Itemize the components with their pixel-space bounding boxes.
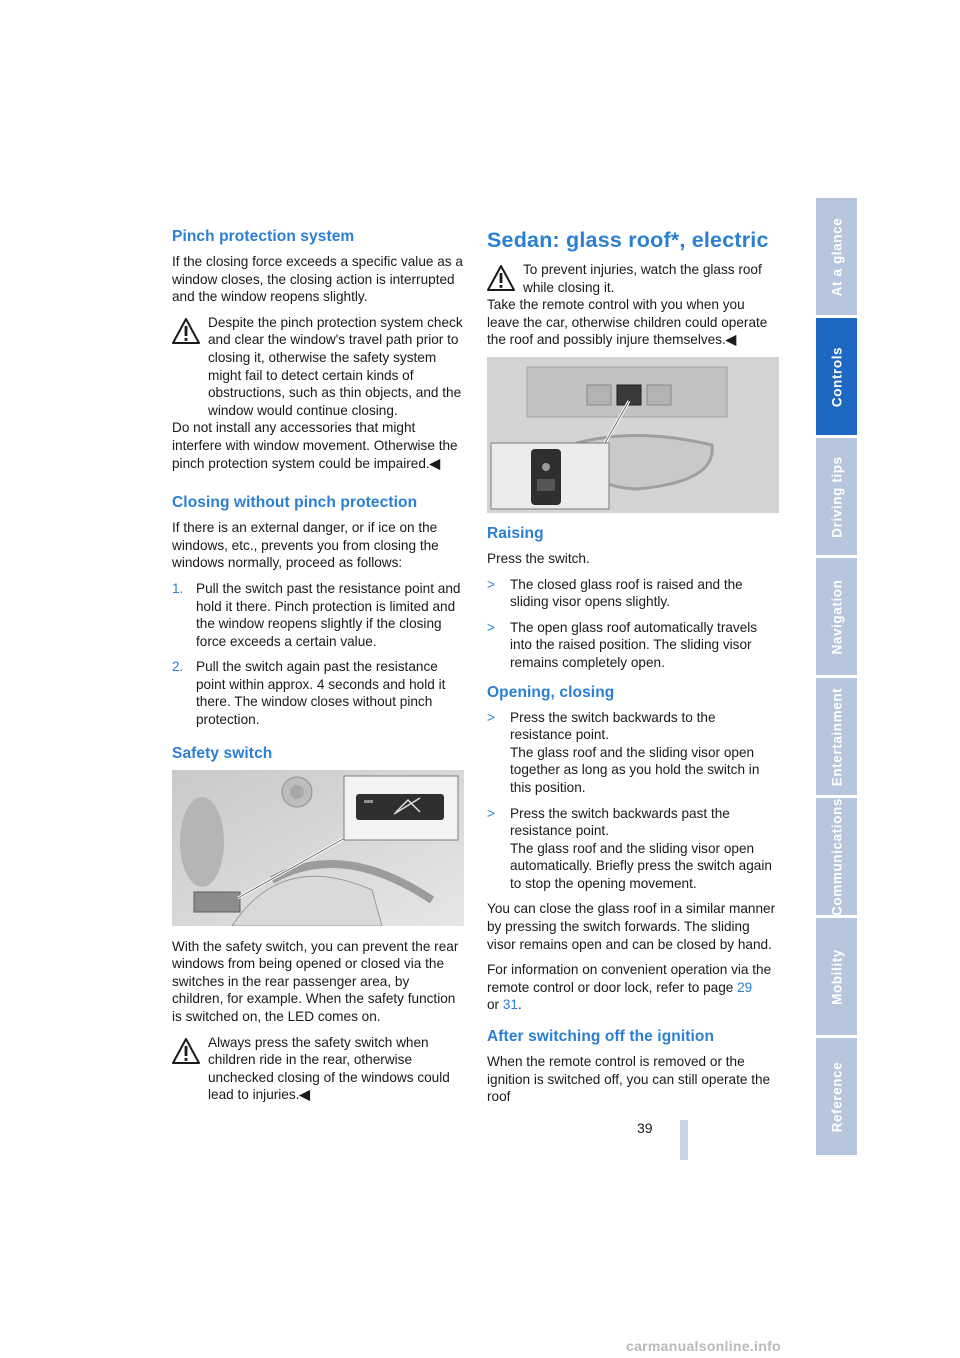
page-link-31[interactable]: 31 xyxy=(502,997,518,1013)
close-roof-paragraph: You can close the glass roof in a similar manner by pressing the switch forwards. The sliding visor remains open and can be closed by hand. xyxy=(487,901,776,952)
bullet-marker: > xyxy=(487,619,495,635)
tab-label: Entertainment xyxy=(829,687,844,786)
after-ignition-paragraph: When the remote control is removed or the ignition is switched off, you can still operate the roof xyxy=(487,1054,771,1105)
bullet-marker: > xyxy=(487,709,495,725)
glass-roof-illustration xyxy=(487,357,779,513)
tab-mobility[interactable] xyxy=(816,918,857,1035)
warning-triangle-icon xyxy=(172,1038,200,1064)
end-mark: ◀ xyxy=(429,455,441,471)
list-item-text: The closed glass roof is raised and the sliding visor opens slightly. xyxy=(510,576,743,610)
roof-warning-text-2: Take the remote control with you when you leave the car, otherwise children could operate the roof and possibly injure themselves. xyxy=(487,297,768,348)
tab-label: Driving tips xyxy=(829,455,844,538)
glass-roof-heading: Sedan: glass roof*, electric xyxy=(487,228,769,252)
opening-list xyxy=(487,709,779,893)
info-or: or xyxy=(487,997,503,1013)
list-item xyxy=(172,580,464,650)
after-ignition-heading: After switching off the ignition xyxy=(487,1028,715,1046)
closing-paragraph: If there is an external danger, or if ice on the windows, etc., prevents you from closing the windows normally, proceed as follows: xyxy=(172,520,439,571)
roof-warning xyxy=(487,261,779,349)
watermark: carmanualsonline.info xyxy=(626,1338,781,1354)
list-item xyxy=(487,805,779,893)
safety-switch-heading: Safety switch xyxy=(172,744,273,762)
list-item xyxy=(172,658,464,728)
list-item-text: Press the switch backwards past the resistance point. xyxy=(510,805,730,839)
opening-closing-heading: Opening, closing xyxy=(487,683,615,701)
safety-warning-text: Always press the safety switch when children ride in the rear, otherwise unchecked closing of the windows could lead to injuries. xyxy=(208,1034,450,1103)
bullet-marker: > xyxy=(487,576,495,592)
warning-triangle-icon xyxy=(487,265,515,291)
pinch-warning-text-1: Despite the pinch protection system check and clear the window's travel path prior to closing it, otherwise the safety system might fail to detect certain kinds of obstructions, such as thin objects, and the window would continue closing. xyxy=(208,314,463,418)
list-item xyxy=(487,709,779,797)
list-item-text: The open glass roof automatically travels into the raised position. The sliding visor remains completely open. xyxy=(510,619,758,670)
left-column xyxy=(172,228,464,1112)
info-text: For information on convenient operation via the remote control or door lock, refer to page xyxy=(487,962,772,995)
roof-warning-text-1: To prevent injuries, watch the glass roof while closing it. xyxy=(523,262,762,295)
end-mark: ◀ xyxy=(725,332,737,348)
safety-switch-paragraph: With the safety switch, you can prevent the rear windows from being opened or closed via the switches in the rear passenger area, by children, for example. When the safety function is switched on, the LED comes on. xyxy=(172,938,459,1025)
info-end: . xyxy=(518,997,522,1013)
tab-label: Communications xyxy=(829,797,844,916)
tab-reference[interactable] xyxy=(816,1038,857,1155)
pinch-protection-heading: Pinch protection system xyxy=(172,228,355,245)
list-item-detail: The glass roof and the sliding visor open together as long as you hold the switch in this position. xyxy=(510,744,760,795)
tab-label: Reference xyxy=(829,1061,844,1132)
chapter-tabs xyxy=(816,198,857,1158)
list-item-detail: The glass roof and the sliding visor open automatically. Briefly press the switch again to stop the opening movement. xyxy=(510,840,772,891)
list-item xyxy=(487,619,779,672)
right-column xyxy=(487,228,779,1114)
pinch-warning-text-2: Do not install any accessories that might interfere with window movement. Otherwise the pinch protection system could be impaired. xyxy=(172,420,458,471)
pinch-warning xyxy=(172,314,464,472)
glass-roof-switch-image xyxy=(487,357,779,513)
tab-label: Mobility xyxy=(829,948,844,1005)
safety-switch-illustration xyxy=(172,770,464,926)
safety-warning xyxy=(172,1034,464,1104)
tab-label: At a glance xyxy=(829,217,844,296)
end-mark: ◀ xyxy=(299,1087,310,1103)
step-text: Pull the switch past the resistance point and hold it there. Pinch protection is limited and the window reopens slightly if the closing force exceeds a certain value. xyxy=(196,580,461,649)
page-number: 39 xyxy=(637,1120,653,1136)
step-text: Pull the switch again past the resistance point within approx. 4 seconds and hold it there. The window closes without pinch protection. xyxy=(196,659,446,728)
roof-warning-continuation xyxy=(487,296,779,349)
tab-entertainment[interactable] xyxy=(816,678,857,795)
pinch-protection-paragraph: If the closing force exceeds a specific value as a window closes, the closing action is interrupted and the window reopens slightly. xyxy=(172,254,463,305)
page-link-29[interactable]: 29 xyxy=(737,979,753,995)
tab-navigation[interactable] xyxy=(816,558,857,675)
bullet-marker: > xyxy=(487,805,495,821)
safety-switch-image xyxy=(172,770,464,926)
pinch-warning-continuation xyxy=(172,419,464,472)
tab-label: Controls xyxy=(829,346,844,407)
warning-triangle-icon xyxy=(172,318,200,344)
raising-list xyxy=(487,576,779,672)
tab-at-a-glance[interactable] xyxy=(816,198,857,315)
step-number: 2. xyxy=(172,659,184,675)
tab-controls[interactable] xyxy=(816,318,857,435)
list-item-text: Press the switch backwards to the resistance point. xyxy=(510,709,716,743)
tab-label: Navigation xyxy=(829,578,844,655)
list-item xyxy=(487,576,779,611)
tab-communications[interactable] xyxy=(816,798,857,915)
tab-driving-tips[interactable] xyxy=(816,438,857,555)
closing-without-pinch-heading: Closing without pinch protection xyxy=(172,494,418,512)
page-number-bar xyxy=(680,1120,688,1160)
closing-steps-list xyxy=(172,580,464,729)
raising-paragraph: Press the switch. xyxy=(487,550,590,566)
raising-heading: Raising xyxy=(487,524,544,542)
step-number: 1. xyxy=(172,580,184,596)
info-paragraph xyxy=(487,961,779,1014)
